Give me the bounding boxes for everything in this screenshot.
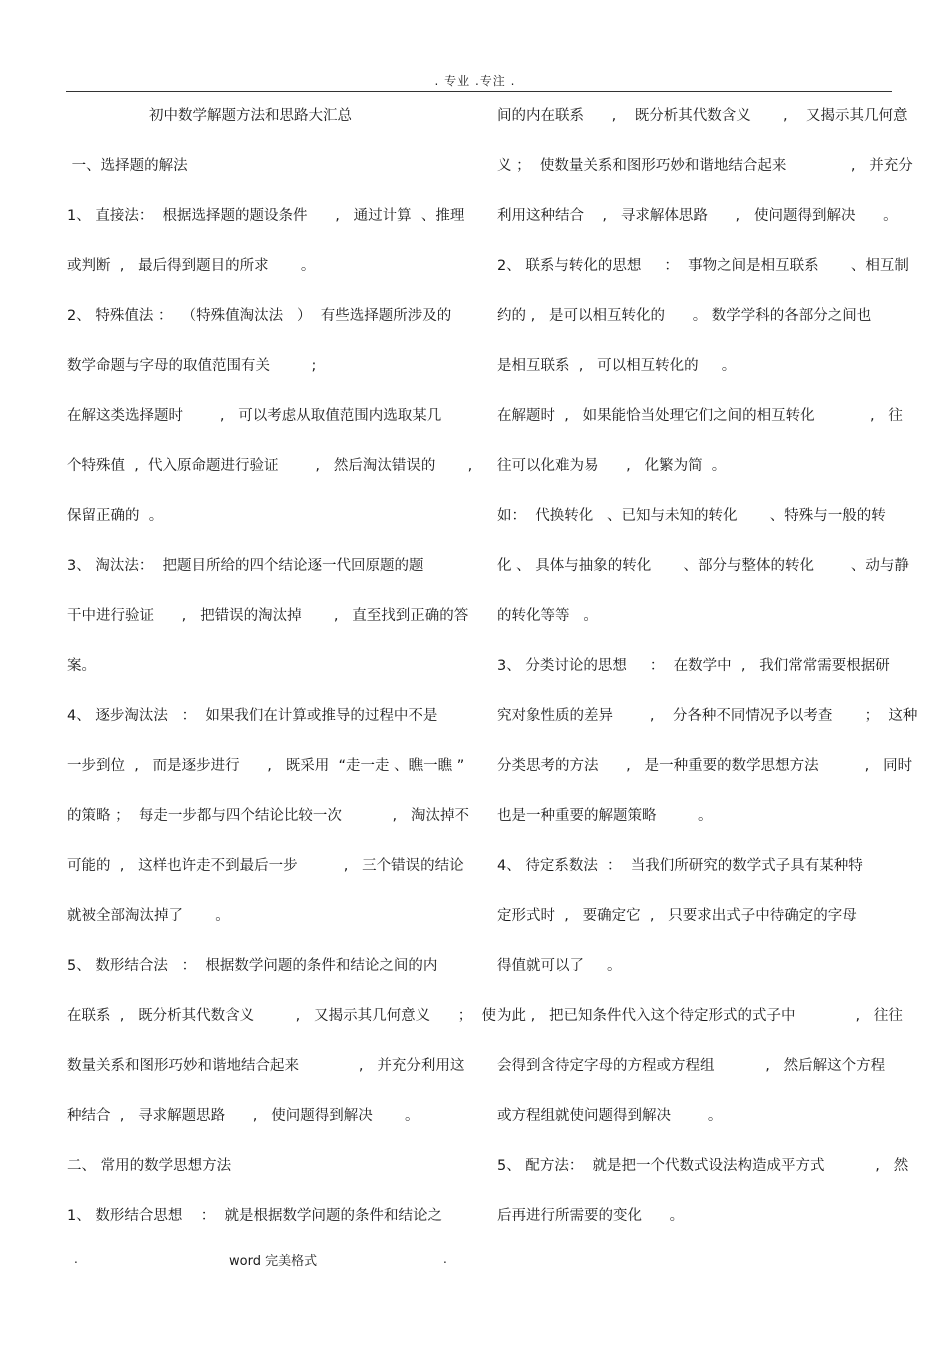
right-column <box>497 104 918 1254</box>
text-line: 案。 <box>67 658 96 674</box>
text-line: 4、 逐步淘汰法 ： 如果我们在计算或推导的过程中不是 <box>67 708 438 724</box>
text-line: 或判断 , 最后得到题目的所求 。 <box>67 258 316 274</box>
text-line: 分类思考的方法 , 是一种重要的数学思想方法 , 同时 <box>497 758 913 774</box>
text-line: 5、 数形结合法 ： 根据数学问题的条件和结论之间的内 <box>67 958 438 974</box>
text-line: 或方程组就使问题得到解决 。 <box>497 1108 723 1124</box>
text-line: 后再进行所需要的变化 。 <box>497 1208 685 1224</box>
section-heading: 一、选择题的解法 <box>67 158 188 174</box>
text-line: 化 、 具体与抽象的转化 、部分与整体的转化 、动与静 <box>497 558 909 574</box>
text-line: 如： 代换转化 、已知与未知的转化 、特殊与一般的转 <box>497 508 886 524</box>
text-line: 干中进行验证 , 把错误的淘汰掉 , 直至找到正确的答 <box>67 608 469 624</box>
text-line: 的策略 ； 每走一步都与四个结论比较一次 , 淘汰掉不 <box>67 808 469 824</box>
text-line: 数量关系和图形巧妙和谐地结合起来 , 并充分利用这 <box>67 1058 465 1074</box>
text-line: 3、 分类讨论的思想 ： 在数学中 , 我们常常需要根据研 <box>497 658 890 674</box>
text-line: 种结合 , 寻求解题思路 , 使问题得到解决 。 <box>67 1108 420 1124</box>
left-column <box>67 104 496 1254</box>
text-line: 间的内在联系 , 既分析其代数含义 , 又揭示其几何意 <box>497 108 908 124</box>
footer-left-dot: . <box>74 1252 78 1266</box>
text-line: 在联系 , 既分析其代数含义 , 又揭示其几何意义 ； 使 <box>67 1008 496 1024</box>
text-line: 为此 , 把已知条件代入这个待定形式的式子中 , 往往 <box>497 1008 903 1024</box>
text-line: 约的 , 是可以相互转化的 。 数学学科的各部分之间也 <box>497 308 872 324</box>
text-line: 1、 数形结合思想 ： 就是根据数学问题的条件和结论之 <box>67 1208 442 1224</box>
text-line: 4、 待定系数法 ： 当我们所研究的数学式子具有某种特 <box>497 858 863 874</box>
text-line: 数学命题与字母的取值范围有关 ; <box>67 358 317 374</box>
text-line: 2、 特殊值法 ： （特殊值淘汰法 ） 有些选择题所涉及的 <box>67 308 452 324</box>
text-line: 的转化等等 。 <box>497 608 598 624</box>
text-line: 利用这种结合 , 寻求解体思路 , 使问题得到解决 。 <box>497 208 898 224</box>
page-header: . 专业 .专注 . <box>434 74 516 88</box>
text-line: 义 ； 使数量关系和图形巧妙和谐地结合起来 , 并充分 <box>497 158 913 174</box>
text-line: 也是一种重要的解题策略 。 <box>497 808 713 824</box>
header-rule <box>66 91 892 92</box>
text-line: 一步到位 , 而是逐步进行 , 既采用 “走一走 、瞧一瞧 ” <box>67 758 465 774</box>
text-line: 个特殊值 , 代入原命题进行验证 , 然后淘汰错误的 , <box>67 458 473 474</box>
text-line: 2、 联系与转化的思想 ： 事物之间是相互联系 、相互制 <box>497 258 909 274</box>
text-line: 保留正确的 。 <box>67 508 164 524</box>
text-line: 3、 淘汰法： 把题目所给的四个结论逐一代回原题的题 <box>67 558 424 574</box>
text-line: 在解这类选择题时 , 可以考虑从取值范围内选取某几 <box>67 408 442 424</box>
text-line: 5、 配方法： 就是把一个代数式设法构造成平方式 , 然 <box>497 1158 909 1174</box>
text-line: 可能的 , 这样也许走不到最后一步 , 三个错误的结论 <box>67 858 464 874</box>
text-line: 1、 直接法： 根据选择题的题设条件 , 通过计算 、推理 <box>67 208 465 224</box>
text-line: 是相互联系 , 可以相互转化的 。 <box>497 358 737 374</box>
section-heading: 二、 常用的数学思想方法 <box>67 1158 232 1174</box>
text-line: 在解题时 , 如果能恰当处理它们之间的相互转化 , 往 <box>497 408 903 424</box>
document-title: 初中数学解题方法和思路大汇总 <box>149 108 352 124</box>
footer-right-dot: . <box>443 1252 447 1266</box>
text-line: 会得到含待定字母的方程或方程组 , 然后解这个方程 <box>497 1058 886 1074</box>
text-line: 究对象性质的差异 , 分各种不同情况予以考查 ； 这种 <box>497 708 918 724</box>
text-line: 就被全部淘汰掉了 。 <box>67 908 230 924</box>
text-line: 得值就可以了 。 <box>497 958 622 974</box>
text-line: 定形式时 , 要确定它 , 只要求出式子中待确定的字母 <box>497 908 857 924</box>
page-footer: word 完美格式 <box>229 1254 318 1269</box>
text-line: 往可以化难为易 , 化繁为简 。 <box>497 458 727 474</box>
